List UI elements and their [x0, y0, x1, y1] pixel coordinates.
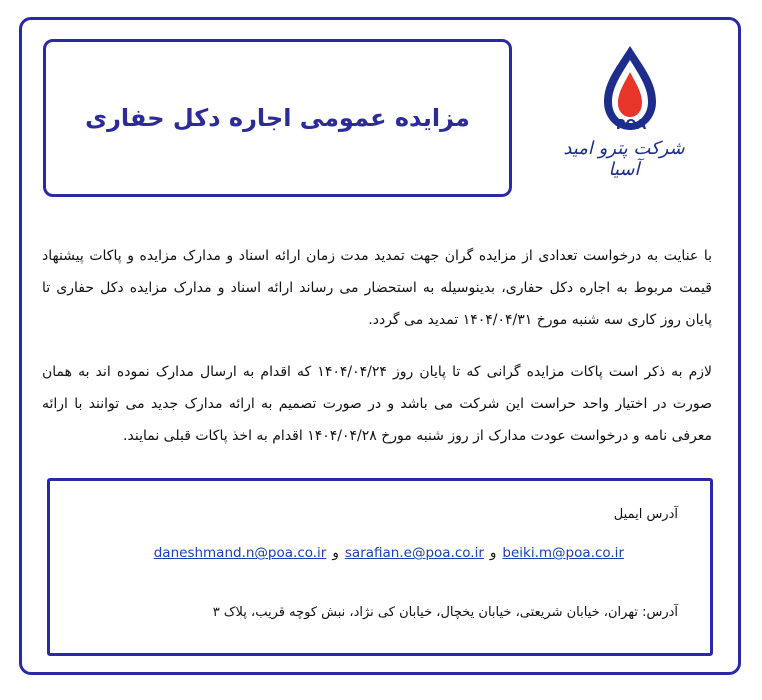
paragraph-package-return: لازم به ذکر است پاکات مزایده گرانی که تا پایان روز ۱۴۰۴/۰۴/۲۴ که اقدام به ارسال مدارک نموده اند به همان صورت در اختیار واحد حراست این شرکت می باشد و در صورت تصمیم به ارائه مدارک جدید می توانند با ارائه معرفی نامه و درخواست عودت مدارک از روز شنبه مورخ ۱۴۰۴/۰۴/۲۸ اقدام به اخذ پاکات قبلی نمایند. [42, 364, 712, 444]
postal-address: آدرس: تهران، خیابان شریعتی، خیابان یخچال، خیابان کی نژاد، نبش کوچه قریب، پلاک ۳ [212, 605, 678, 620]
email-list [154, 545, 624, 561]
contact-box [47, 478, 713, 656]
email-separator: و [489, 545, 497, 561]
title-box [43, 39, 512, 197]
paragraph-extension-notice: با عنایت به درخواست تعدادی از مزایده گران جهت تمدید مدت زمان ارائه اسناد و مدارک مزایده و پاکات پیشنهاد قیمت مربوط به اجاره دکل حفاری، بدینوسیله به استحضار می رساند ارائه اسناد و مدارک مزایده دکل حفاری تا پایان روز کاری سه شنبه مورخ ۱۴۰۴/۰۴/۳۱ تمدید می گردد. [42, 248, 712, 328]
email-label: آدرس ایمیل [613, 507, 678, 522]
logo-abbreviation: POA [615, 118, 647, 133]
logo-company-name: شرکت پترو امید آسیا [563, 138, 685, 180]
email-link-beiki[interactable]: beiki.m@poa.co.ir [502, 545, 624, 561]
email-link-sarafian[interactable]: sarafian.e@poa.co.ir [344, 545, 484, 561]
page-title: مزایده عمومی اجاره دکل حفاری [85, 104, 470, 132]
email-link-daneshmand[interactable]: daneshmand.n@poa.co.ir [153, 545, 327, 561]
email-separator: و [332, 545, 339, 561]
